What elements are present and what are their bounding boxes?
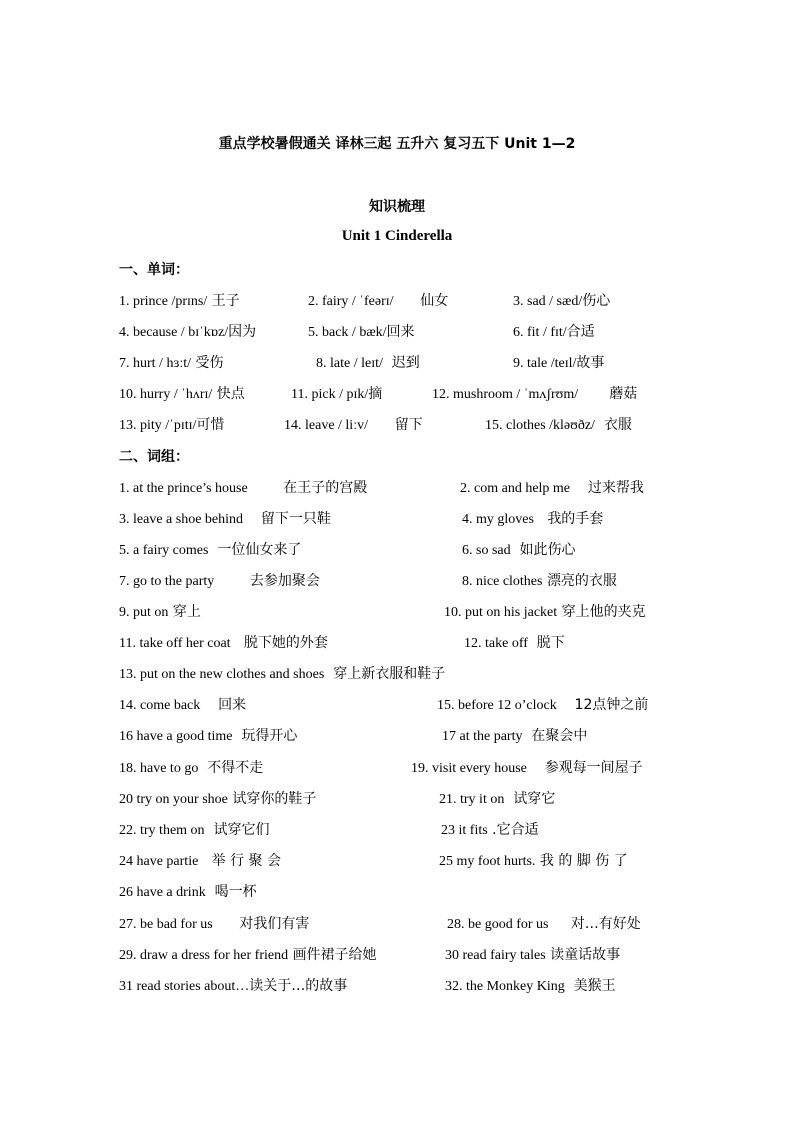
word-entry: 9. tale /teɪl/故事	[513, 355, 605, 371]
phrase-entry: 4. my gloves 我的手套	[462, 511, 604, 527]
phrase-row	[119, 788, 679, 810]
phrase-entry: 24 have partie 举 行 聚 会	[119, 853, 282, 869]
phrase-entry: 2. com and help me 过来帮我	[460, 480, 644, 496]
word-row	[119, 321, 679, 343]
phrases-heading: 二、词组：	[119, 449, 189, 465]
word-entry: 13. pity /ˈpɪtɪ/可惜	[119, 417, 225, 433]
phrase-entry: 1. at the prince’s house 在王子的宫殿	[119, 480, 368, 496]
phrase-entry: 13. put on the new clothes and shoes 穿上新衣服和鞋子	[119, 666, 446, 682]
phrase-row	[119, 601, 679, 623]
phrase-entry: 21. try it on 试穿它	[439, 791, 556, 807]
phrase-row	[119, 663, 679, 685]
phrase-row	[119, 539, 679, 561]
word-entry: 15. clothes /kləʊðz/ 衣服	[485, 417, 632, 433]
phrase-entry: 20 try on your shoe 试穿你的鞋子	[119, 791, 317, 807]
phrase-entry: 15. before 12 o’clock 12点钟之前	[437, 697, 649, 713]
phrase-row	[119, 757, 679, 779]
section-subtitle: 知识梳理	[369, 199, 425, 215]
phrase-entry: 29. draw a dress for her friend 画件裙子给她	[119, 947, 377, 963]
word-row	[119, 352, 679, 374]
word-row	[119, 383, 679, 405]
phrase-row	[119, 725, 679, 747]
word-entry: 12. mushroom / ˈmʌʃrʊm/ 蘑菇	[432, 386, 638, 402]
phrase-entry: 23 it fits .它合适	[441, 822, 539, 838]
word-entry: 7. hurt / hɜːt/ 受伤	[119, 355, 224, 371]
phrase-entry: 19. visit every house 参观每一间屋子	[411, 760, 643, 776]
word-entry: 4. because / bɪˈkɒz/因为	[119, 324, 257, 340]
phrase-entry: 26 have a drink 喝一杯	[119, 884, 257, 900]
phrase-entry: 9. put on 穿上	[119, 604, 201, 620]
phrase-entry: 12. take off 脱下	[464, 635, 565, 651]
phrase-row	[119, 850, 679, 872]
phrase-row	[119, 913, 679, 935]
phrase-row	[119, 477, 679, 499]
phrase-row	[119, 632, 679, 654]
phrase-entry: 28. be good for us 对…有好处	[447, 916, 641, 932]
phrase-row	[119, 944, 679, 966]
word-entry: 5. back / bæk/回来	[308, 324, 415, 340]
phrase-entry: 30 read fairy tales 读童话故事	[445, 947, 621, 963]
phrase-entry: 32. the Monkey King 美猴王	[445, 978, 616, 994]
phrase-entry: 10. put on his jacket 穿上他的夹克	[444, 604, 646, 620]
phrase-entry: 22. try them on 试穿它们	[119, 822, 270, 838]
phrase-entry: 31 read stories about…读关于…的故事	[119, 978, 348, 994]
word-entry: 8. late / leɪt/ 迟到	[316, 355, 420, 371]
phrase-row	[119, 570, 679, 592]
word-row	[119, 290, 679, 312]
phrase-row	[119, 819, 679, 841]
phrase-row	[119, 694, 679, 716]
phrase-entry: 8. nice clothes 漂亮的衣服	[462, 573, 617, 589]
word-entry: 11. pick / pɪk/摘	[291, 386, 383, 402]
word-entry: 6. fit / fɪt/合适	[513, 324, 595, 340]
phrase-entry: 7. go to the party 去参加聚会	[119, 573, 320, 589]
word-entry: 3. sad / sæd/伤心	[513, 293, 611, 309]
document-title: 重点学校暑假通关 译林三起 五升六 复习五下 Unit 1—2	[218, 136, 576, 152]
unit-title: Unit 1 Cinderella	[341, 228, 453, 244]
word-row	[119, 414, 679, 436]
phrase-entry: 11. take off her coat 脱下她的外套	[119, 635, 328, 651]
phrase-entry: 6. so sad 如此伤心	[462, 542, 576, 558]
phrase-entry: 18. have to go 不得不走	[119, 760, 264, 776]
phrase-row	[119, 881, 679, 903]
words-heading: 一、单词：	[119, 262, 189, 278]
phrase-entry: 3. leave a shoe behind 留下一只鞋	[119, 511, 331, 527]
phrase-row	[119, 975, 679, 997]
phrase-entry: 25 my foot hurts. 我 的 脚 伤 了	[439, 853, 628, 869]
phrase-entry: 16 have a good time 玩得开心	[119, 728, 298, 744]
phrase-row	[119, 508, 679, 530]
word-entry: 1. prince /prɪns/ 王子	[119, 293, 240, 309]
phrase-entry: 17 at the party 在聚会中	[442, 728, 588, 744]
word-entry: 2. fairy / ˈfeərɪ/ 仙女	[308, 293, 449, 309]
phrase-entry: 5. a fairy comes 一位仙女来了	[119, 542, 302, 558]
phrase-entry: 27. be bad for us 对我们有害	[119, 916, 310, 932]
word-entry: 14. leave / liːv/ 留下	[284, 417, 423, 433]
word-entry: 10. hurry / ˈhʌrɪ/ 快点	[119, 386, 245, 402]
phrase-entry: 14. come back 回来	[119, 697, 247, 713]
